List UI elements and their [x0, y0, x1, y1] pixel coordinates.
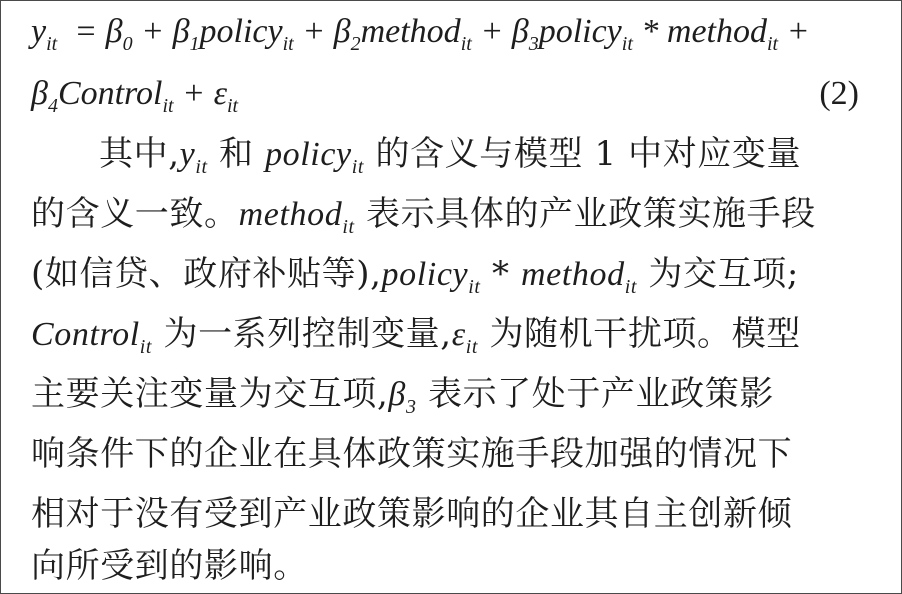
eq-equals: = — [65, 13, 106, 50]
eq-plus: + — [182, 75, 214, 112]
eq-beta3-interaction: $\beta_3policy_{it}$ * method$_{it}$ — [511, 13, 779, 55]
eq-beta1-policy: $\beta_1policy_{it}$ — [172, 13, 294, 55]
eq-plus: + — [141, 13, 173, 50]
equation-number: (2) — [819, 75, 859, 112]
eq-epsilon: $\varepsilon_{it}$ — [213, 75, 239, 117]
paragraph-line-7: 相对于没有受到产业政策影响的企业其自主创新倾 — [31, 494, 793, 534]
paragraph-line-5: 主要关注变量为交互项$,\beta_3$ 表示了处于产业政策影 — [31, 374, 774, 418]
eq-beta4-control: $\beta_4Control_{it}$ — [31, 75, 174, 117]
paragraph-line-6: 响条件下的企业在具体政策实施手段加强的情况下 — [31, 434, 793, 474]
paragraph-line-3: (如信贷、政府补贴等),policy$_{it}$ * method$_{it}$ 为交互项; — [31, 254, 799, 298]
equation-line-1 — [31, 13, 810, 55]
paragraph-line-8: 向所受到的影响。 — [31, 546, 308, 586]
eq-plus: + — [786, 13, 810, 50]
equation-line-2 — [31, 75, 239, 117]
paragraph-line-1: 其中$,y_{it}$ 和 policy$_{it}$ 的含义与模型 1 中对应变量 — [99, 134, 802, 178]
eq-plus: + — [302, 13, 334, 50]
eq-beta0: $\beta_0$ — [105, 13, 133, 55]
paragraph-line-4: Control$_{it}$ 为一系列控制变量$,\varepsilon_{it}$ 为随机干扰项。模型 — [31, 314, 801, 358]
eq-y: $y_{it}$ — [31, 13, 58, 55]
paragraph-line-2: 的含义一致。method$_{it}$ 表示具体的产业政策实施手段 — [31, 194, 816, 238]
eq-plus: + — [480, 13, 512, 50]
eq-beta2-method: $\beta_2method_{it}$ — [333, 13, 472, 55]
